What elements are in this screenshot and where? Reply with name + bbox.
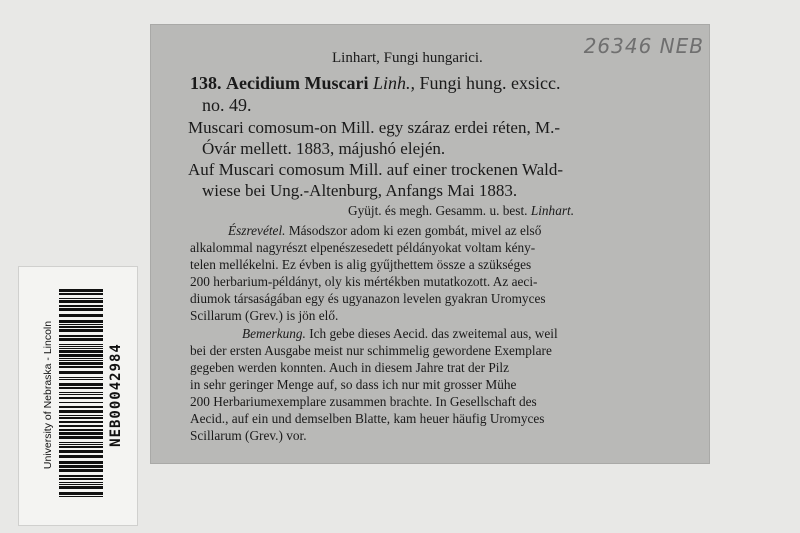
barcode-label bbox=[18, 266, 138, 526]
collector-line bbox=[348, 203, 574, 219]
barcode-bar bbox=[59, 421, 103, 423]
note-de-line-2: bei der ersten Ausgabe meist nur schimmelig gewordene Exemplare bbox=[190, 343, 552, 358]
title-taxon: Aecidium Muscari bbox=[226, 73, 369, 93]
barcode-bar bbox=[59, 394, 103, 395]
barcode-bar bbox=[59, 360, 103, 361]
barcode-bar bbox=[59, 482, 103, 483]
barcode-bar bbox=[59, 379, 103, 380]
barcode-bar bbox=[59, 444, 103, 445]
barcode-bar bbox=[59, 305, 103, 307]
barcode-bar bbox=[59, 358, 103, 359]
hungarian-locality-line-1: Muscari comosum-on Mill. egy száraz erdei réten, M.- bbox=[188, 118, 560, 137]
note-hu-heading: Észrevétel. bbox=[228, 223, 286, 238]
exsiccata-number: no. 49. bbox=[202, 95, 252, 115]
note-hu-line-3: telen mellékelni. Ez évben is alig gyűjthettem össze a szükséges bbox=[190, 257, 532, 272]
note-hu-text-1: Másodszor adom ki ezen gombát, mivel az első bbox=[288, 223, 542, 238]
note-hu-line-4: 200 herbarium-példányt, oly kis mértékben mutatkozott. Az aeci- bbox=[190, 274, 538, 289]
barcode-bar bbox=[59, 432, 103, 435]
german-locality-line-1: Auf Muscari comosum Mill. auf einer trockenen Wald- bbox=[188, 160, 564, 179]
barcode-bar bbox=[59, 465, 103, 468]
note-hu-line-5: diumok társaságában egy és ugyanazon levelen gyakran Uromyces bbox=[190, 291, 546, 306]
barcode-bar bbox=[59, 362, 103, 365]
barcode-bar bbox=[59, 496, 103, 497]
barcode-bar bbox=[59, 320, 103, 323]
note-hu-line-6: Scillarum (Grev.) is jön elő. bbox=[190, 308, 339, 323]
barcode-bar bbox=[59, 417, 103, 419]
note-hu-line-2: alkalommal nagyrészt elpenészesedett példányokat voltam kény- bbox=[190, 240, 536, 255]
barcode-bar bbox=[59, 383, 103, 386]
title-number: 138. bbox=[190, 73, 222, 93]
barcode-bar bbox=[59, 329, 103, 332]
barcode-bar bbox=[59, 425, 103, 427]
barcode-bar bbox=[59, 350, 103, 353]
barcode-bar bbox=[59, 338, 103, 341]
barcode-bar bbox=[59, 475, 103, 477]
label-header: Linhart, Fungi hungarici. bbox=[332, 50, 483, 66]
title-author: Linh., bbox=[372, 73, 415, 93]
barcode-bar bbox=[59, 397, 103, 399]
barcode-bar bbox=[59, 300, 103, 303]
note-de-heading: Bemerkung. bbox=[242, 326, 306, 341]
barcode-bar bbox=[59, 377, 103, 378]
collector-name: Linhart. bbox=[530, 203, 575, 218]
barcode-bar bbox=[59, 371, 103, 374]
barcode-bar bbox=[59, 289, 103, 292]
barcode-bar bbox=[59, 326, 103, 328]
title-rest: Fungi hung. exsicc. bbox=[419, 73, 561, 93]
barcode-bar bbox=[59, 436, 103, 439]
note-de-line-5: 200 Herbariumexemplare zusammen brachte. In Gesellschaft des bbox=[190, 394, 537, 409]
barcode-bar bbox=[59, 344, 103, 345]
barcode-bar bbox=[59, 492, 103, 495]
barcode-bar bbox=[59, 348, 103, 349]
barcode-bar bbox=[59, 293, 103, 295]
barcode-bar bbox=[59, 366, 103, 368]
specimen-label bbox=[150, 24, 710, 464]
hungarian-locality-line-2: Óvár mellett. 1883, májushó elején. bbox=[202, 139, 446, 158]
institution-text-wrapper bbox=[39, 277, 57, 513]
note-de-line-1 bbox=[242, 326, 558, 342]
barcode-bar bbox=[59, 415, 103, 416]
barcode-bar bbox=[59, 455, 103, 458]
barcode-bar bbox=[59, 410, 103, 413]
collector-prefix: Gyüjt. és megh. Gesamm. u. best. bbox=[348, 203, 528, 218]
barcode-bar bbox=[59, 298, 103, 299]
barcode-bar bbox=[59, 354, 103, 357]
barcode-bar bbox=[59, 484, 103, 485]
barcode-bar bbox=[59, 450, 103, 453]
label-title bbox=[190, 73, 561, 94]
note-de-line-3: gegeben werden konnten. Auch in diesem Jahre trat der Pilz bbox=[190, 360, 510, 375]
barcode-bar bbox=[59, 324, 103, 325]
institution-name: University of Nebraska - Lincoln bbox=[42, 320, 54, 470]
note-de-line-4: in sehr geringer Menge auf, so dass ich nur mit grosser Mühe bbox=[190, 377, 517, 392]
barcode-bar bbox=[59, 402, 103, 403]
handwritten-accession: 26346 NEB bbox=[583, 34, 704, 58]
barcode-bar bbox=[59, 314, 103, 317]
barcode-bar bbox=[59, 446, 103, 448]
barcode-bar bbox=[59, 406, 103, 408]
barcode-bar bbox=[59, 461, 103, 464]
barcode-bar bbox=[59, 429, 103, 431]
barcode-bar bbox=[59, 346, 103, 347]
barcode-bar bbox=[59, 392, 103, 393]
note-de-line-7: Scillarum (Grev.) vor. bbox=[190, 428, 307, 443]
note-de-text-1: Ich gebe dieses Aecid. das zweitemal aus, weil bbox=[309, 326, 558, 341]
note-hu-line-1 bbox=[228, 223, 541, 239]
german-locality-line-2: wiese bei Ung.-Altenburg, Anfangs Mai 1883. bbox=[202, 181, 518, 200]
barcode-bar bbox=[59, 308, 103, 311]
barcode-bar bbox=[59, 469, 103, 472]
barcode-number: NEB00042984 bbox=[108, 343, 124, 447]
barcode-bar bbox=[59, 442, 103, 443]
note-de-line-6: Aecid., auf ein und demselben Blatte, kam heuer häufig Uromyces bbox=[190, 411, 545, 426]
barcode-bar bbox=[59, 387, 103, 389]
barcode-bar bbox=[59, 486, 103, 489]
barcode-bar bbox=[59, 478, 103, 480]
barcode-bars bbox=[59, 289, 103, 501]
barcode-bar bbox=[59, 335, 103, 337]
barcode-number-wrapper bbox=[105, 279, 127, 511]
